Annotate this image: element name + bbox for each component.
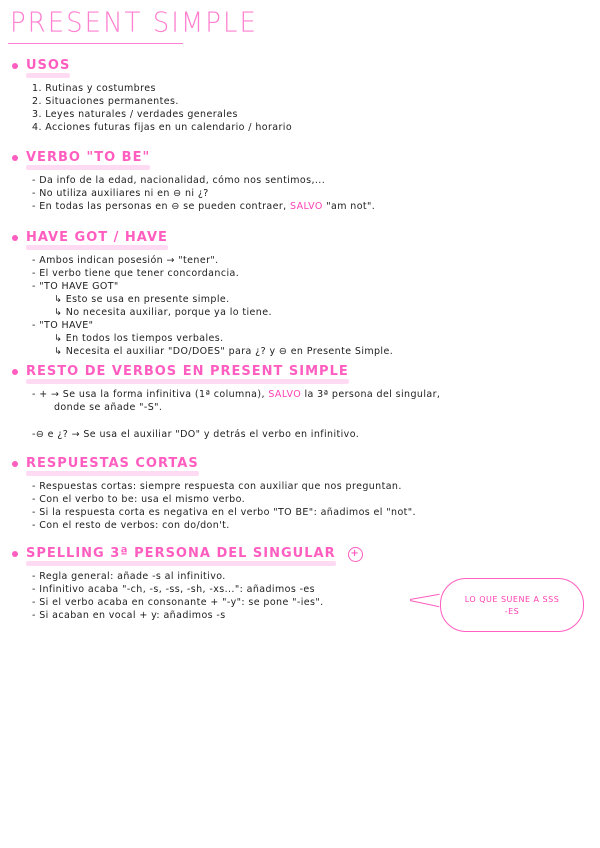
page-title: PRESENT SIMPLE xyxy=(10,7,258,39)
section-heading xyxy=(10,454,595,474)
heading-text: VERBO "TO BE" xyxy=(26,149,151,165)
list-item: - No utiliza auxiliares ni en ⊖ ni ¿? xyxy=(32,188,209,199)
list-item: - Con el verbo to be: usa el mismo verbo. xyxy=(32,494,246,505)
section-heading xyxy=(10,148,595,168)
list-item: - Infinitivo acaba "-ch, -s, -ss, -sh, -xs...": añadimos -es xyxy=(32,584,316,595)
section-lines xyxy=(32,174,595,213)
list-item: - Da info de la edad, nacionalidad, cómo nos sentimos,... xyxy=(32,175,326,186)
note-line: -ES xyxy=(504,606,520,616)
section-usos xyxy=(10,56,595,134)
note-cloud xyxy=(440,578,584,632)
bullet-icon xyxy=(12,551,18,557)
section-lines xyxy=(32,480,595,532)
section-heading xyxy=(10,362,595,382)
salvo-highlight: SALVO xyxy=(268,389,302,400)
plus-circle-icon: + xyxy=(348,547,363,562)
section-respuestas-cortas xyxy=(10,454,595,532)
bullet-icon xyxy=(12,63,18,69)
section-have-got xyxy=(10,228,595,358)
list-item: - Regla general: añade -s al infinitivo. xyxy=(32,571,226,582)
list-item: ↳ Esto se usa en presente simple. xyxy=(54,294,230,305)
list-item: 3. Leyes naturales / verdades generales xyxy=(32,109,238,120)
title-underline xyxy=(8,43,183,44)
list-item: ↳ Necesita el auxiliar "DO/DOES" para ¿? y ⊖ en Presente Simple. xyxy=(54,346,394,357)
note-line: LO QUE SUENE A SSS xyxy=(464,594,560,604)
section-resto-verbos xyxy=(10,362,595,441)
list-item: donde se añade "-S". xyxy=(54,402,163,413)
section-lines xyxy=(32,254,595,358)
list-item: - Si el verbo acaba en consonante + "-y": se pone "-ies". xyxy=(32,597,324,608)
list-item: - Ambos indican posesión → "tener". xyxy=(32,255,219,266)
section-lines xyxy=(32,388,595,441)
heading-text: USOS xyxy=(26,57,71,73)
heading-text: HAVE GOT / HAVE xyxy=(26,229,168,245)
section-to-be xyxy=(10,148,595,213)
list-item: - Si acaban en vocal + y: añadimos -s xyxy=(32,610,226,621)
list-item: - Con el resto de verbos: con do/don't. xyxy=(32,520,230,531)
section-heading xyxy=(10,544,595,564)
section-heading xyxy=(10,228,595,248)
list-item: - "TO HAVE" xyxy=(32,320,94,331)
list-item: 2. Situaciones permanentes. xyxy=(32,96,179,107)
section-heading xyxy=(10,56,595,76)
list-item xyxy=(32,200,595,213)
line-text: "am not". xyxy=(326,201,376,212)
heading-text: SPELLING 3ª PERSONA DEL SINGULAR xyxy=(26,545,336,561)
list-item: - Si la respuesta corta es negativa en el verbo "TO BE": añadimos el "not". xyxy=(32,507,416,518)
heading-text: RESPUESTAS CORTAS xyxy=(26,455,199,471)
list-item: 4. Acciones futuras fijas en un calendario / horario xyxy=(32,122,293,133)
line-text: la 3ª persona del singular, xyxy=(304,389,441,400)
list-item: - El verbo tiene que tener concordancia. xyxy=(32,268,240,279)
list-item xyxy=(32,388,595,401)
list-item: - Respuestas cortas: siempre respuesta con auxiliar que nos preguntan. xyxy=(32,481,402,492)
line-text: - En todas las personas en ⊖ se pueden contraer, xyxy=(32,201,287,212)
salvo-highlight: SALVO xyxy=(290,201,323,212)
section-lines xyxy=(32,82,595,134)
bullet-icon xyxy=(12,461,18,467)
heading-text: RESTO DE VERBOS EN PRESENT SIMPLE xyxy=(26,363,349,379)
bullet-icon xyxy=(12,369,18,375)
line-text: - + → Se usa la forma infinitiva (1ª columna), xyxy=(32,389,265,400)
list-item: - "TO HAVE GOT" xyxy=(32,281,119,292)
list-item: 1. Rutinas y costumbres xyxy=(32,83,156,94)
bullet-icon xyxy=(12,155,18,161)
bullet-icon xyxy=(12,235,18,241)
list-item: ↳ En todos los tiempos verbales. xyxy=(54,333,224,344)
list-item: -⊖ e ¿? → Se usa el auxiliar "DO" y detrás el verbo en infinitivo. xyxy=(32,429,360,440)
list-item: ↳ No necesita auxiliar, porque ya lo tiene. xyxy=(54,307,272,318)
